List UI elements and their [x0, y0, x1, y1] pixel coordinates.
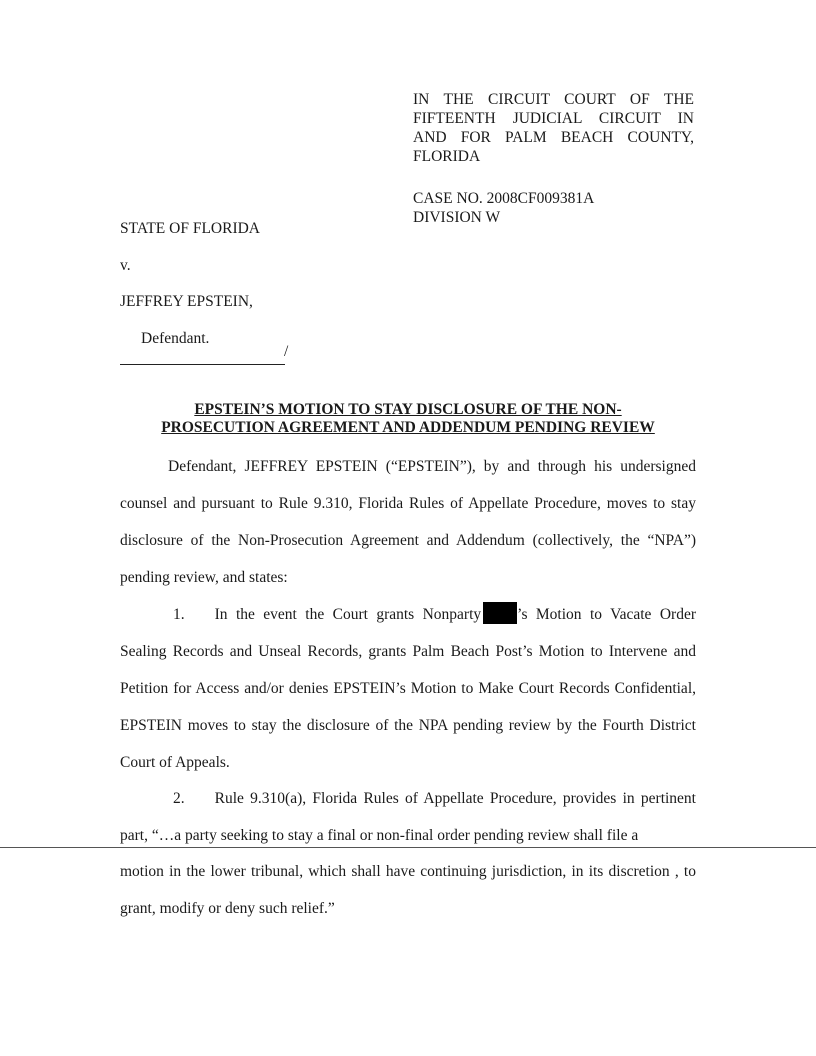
case-info: [413, 189, 594, 227]
court-heading: [413, 90, 694, 166]
paragraph-text: ’s Motion to Vacate Order Sealing Records and Unseal Records, grants Palm Beach Post’s Motion to Intervene and Petition for Access and/or denies EPSTEIN’s Motion to Make Court Records Confidential, EPSTEIN moves to stay the disclosure of the NPA pending review by the Fourth District Court of Appeals.: [120, 606, 696, 771]
caption-rule: [120, 364, 285, 365]
division: DIVISION W: [413, 209, 501, 226]
intro-paragraph: Defendant, JEFFREY EPSTEIN (“EPSTEIN”), by and through his undersigned counsel and pursuant to Rule 9.310, Florida Rules of Appellate Procedure, moves to stay disclosure of the Non-Prosecution Agreement and Addendum (collectively, the “NPA”) pending review, and states:: [120, 458, 696, 586]
court-line: AND FOR PALM BEACH COUNTY,: [413, 129, 694, 146]
court-line: FIFTEENTH JUDICIAL CIRCUIT IN: [413, 110, 694, 127]
paragraph-2: [120, 780, 696, 854]
motion-title-line: PROSECUTION AGREEMENT AND ADDENDUM PENDING REVIEW: [161, 419, 655, 436]
motion-title: [120, 401, 696, 437]
case-number: CASE NO. 2008CF009381A: [413, 190, 595, 207]
defendant-name: JEFFREY EPSTEIN,: [120, 293, 253, 310]
paragraph-2-continued: motion in the lower tribunal, which shall have continuing jurisdiction, in its discretion , to grant, modify or deny such relief.”: [120, 863, 696, 917]
plaintiff: STATE OF FLORIDA: [120, 220, 260, 237]
paragraph-number: 2.: [173, 790, 185, 807]
court-line: FLORIDA: [413, 148, 481, 165]
paragraph-1: [120, 596, 696, 781]
scan-fold-line: [0, 847, 816, 848]
versus: v.: [120, 257, 131, 274]
paragraph-text: In the event the Court grants Nonparty: [214, 606, 482, 623]
court-line: IN THE CIRCUIT COURT OF THE: [413, 91, 694, 108]
motion-title-line: EPSTEIN’S MOTION TO STAY DISCLOSURE OF THE NON-: [194, 401, 622, 418]
paragraph-number: 1.: [173, 606, 185, 623]
paragraph-text: Rule 9.310(a), Florida Rules of Appellate Procedure, provides in pertinent part, “…a party seeking to stay a final or non-final order pending review shall file a: [120, 790, 696, 844]
defendant-role: Defendant.: [141, 330, 210, 347]
redaction-box: [483, 602, 517, 624]
caption-slash: /: [284, 343, 289, 360]
